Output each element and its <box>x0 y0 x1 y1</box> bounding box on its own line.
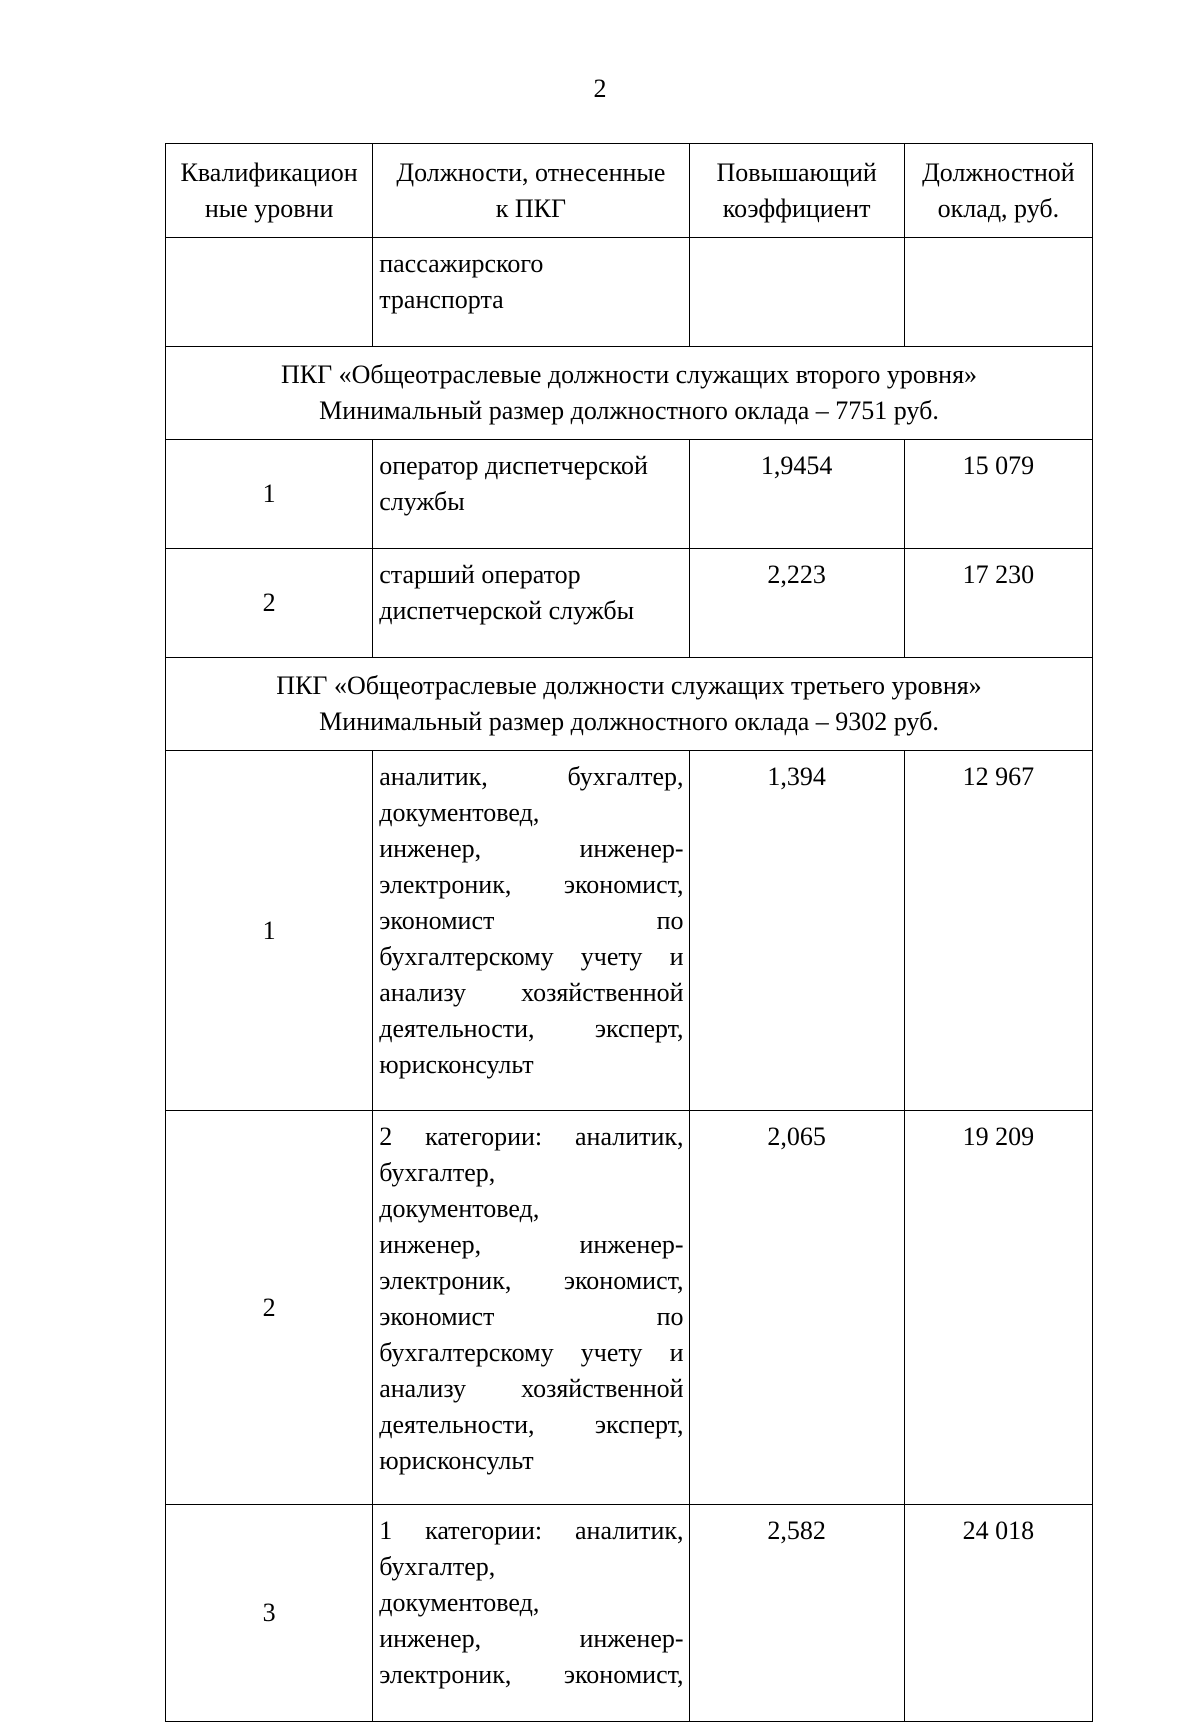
group-header-row <box>166 347 1093 440</box>
header-positions: Должности, отнесенные к ПКГ <box>373 144 689 238</box>
group-title: ПКГ «Общеотраслевые должности служащих второго уровня» <box>280 360 978 389</box>
positions-cell: аналитик, бухгалтер, документовед, инженер, инженер- электроник, экономист, экономист по бухгалтерскому учету и анализу хозяйственной деятельности, эксперт, юрисконсульт <box>373 751 689 1111</box>
level-cell: 2 <box>166 1111 373 1505</box>
positions-cell: оператор диспетчерской службы <box>373 440 689 549</box>
salary-cell: 12 967 <box>904 751 1092 1111</box>
salary-cell: 19 209 <box>904 1111 1092 1505</box>
level-cell: 1 <box>166 440 373 549</box>
group-min-salary: Минимальный размер должностного оклада – 7751 руб. <box>319 396 939 425</box>
header-qualification-levels: Квалификацион ные уровни <box>166 144 373 238</box>
table-header-row <box>166 144 1093 238</box>
header-coefficient: Повышающий коэффициент <box>689 144 904 238</box>
level-cell: 1 <box>166 751 373 1111</box>
table-row <box>166 1111 1093 1505</box>
group-header-third-level <box>166 658 1093 751</box>
coefficient-cell: 2,582 <box>689 1505 904 1722</box>
positions-cell: старший оператор диспетчерской службы <box>373 549 689 658</box>
salary-cell: 17 230 <box>904 549 1092 658</box>
level-cell: 3 <box>166 1505 373 1722</box>
header-salary: Должностной оклад, руб. <box>904 144 1092 238</box>
coefficient-cell: 1,9454 <box>689 440 904 549</box>
group-title: ПКГ «Общеотраслевые должности служащих третьего уровня» <box>276 671 982 700</box>
salary-table <box>165 143 1093 1722</box>
positions-cell: 2 категории: аналитик, бухгалтер, документовед, инженер, инженер- электроник, экономист, экономист по бухгалтерскому учету и анализу хозяйственной деятельности, эксперт, юрисконсульт <box>373 1111 689 1505</box>
coefficient-cell: 2,223 <box>689 549 904 658</box>
coefficient-cell: 2,065 <box>689 1111 904 1505</box>
table-row <box>166 238 1093 347</box>
positions-cell: 1 категории: аналитик, бухгалтер, документовед, инженер, инженер- электроник, экономист, <box>373 1505 689 1722</box>
table-row <box>166 549 1093 658</box>
coefficient-cell: 1,394 <box>689 751 904 1111</box>
salary-cell <box>904 238 1092 347</box>
coefficient-cell <box>689 238 904 347</box>
table-row <box>166 1505 1093 1722</box>
table-row <box>166 751 1093 1111</box>
table-row <box>166 440 1093 549</box>
salary-cell: 15 079 <box>904 440 1092 549</box>
salary-cell: 24 018 <box>904 1505 1092 1722</box>
positions-cell: пассажирского транспорта <box>373 238 689 347</box>
group-header-second-level <box>166 347 1093 440</box>
group-min-salary: Минимальный размер должностного оклада – 9302 руб. <box>319 707 939 736</box>
page-number: 2 <box>593 74 607 103</box>
level-cell: 2 <box>166 549 373 658</box>
group-header-row <box>166 658 1093 751</box>
level-cell <box>166 238 373 347</box>
